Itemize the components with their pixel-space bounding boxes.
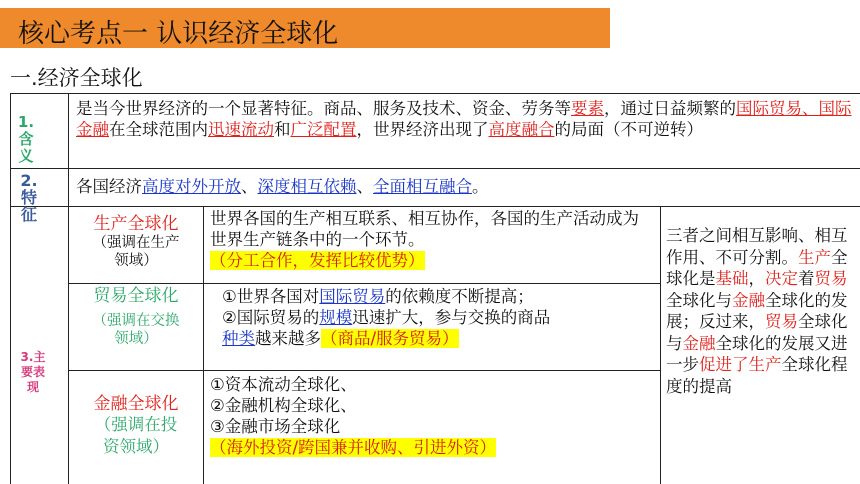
sub-divider-1 bbox=[68, 283, 660, 284]
title-bar bbox=[0, 8, 610, 48]
section-heading: 一.经济全球化 bbox=[10, 66, 143, 90]
features-text: 各国经济高度对外开放、深度相互依赖、全面相互融合。 bbox=[76, 177, 489, 196]
col-divider-right bbox=[660, 206, 661, 484]
finance-text: ①资本流动全球化、 ②金融机构全球化、 ③金融市场全球化 （海外投资/跨国兼并收购、引进外资） bbox=[210, 375, 497, 457]
page-title: 核心考点一 认识经济全球化 bbox=[18, 19, 339, 49]
label-meaning: 1.含义 bbox=[17, 113, 35, 165]
sub-divider-2 bbox=[68, 370, 660, 371]
meaning-text: 是当今世界经济的一个显著特征。商品、服务及技术、资金、劳务等要素，通过日益频繁的国际贸易、国际金融在全球范围内迅速流动和广泛配置，世界经济出现了高度融合的局面（不可逆转） bbox=[76, 99, 852, 139]
row-divider-1 bbox=[10, 168, 860, 169]
trade-header: 贸易全球化 （强调在交换领域） bbox=[92, 286, 180, 347]
trade-text: ①世界各国对国际贸易的依赖度不断提高； ②国际贸易的规模迅速扩大，参与交换的商品 种类越来越多（商品/服务贸易） bbox=[222, 287, 551, 348]
production-header: 生产全球化 （强调在生产领域） bbox=[92, 214, 180, 269]
col-divider-label bbox=[68, 93, 69, 484]
row-divider-2 bbox=[10, 206, 860, 207]
label-features: 2.特征 bbox=[20, 171, 38, 224]
production-text: 世界各国的生产相互联系、相互协作，各国的生产活动成为世界生产链条中的一个环节。 （分工合作，发挥比较优势） bbox=[210, 209, 639, 270]
finance-header: 金融全球化 （强调在投资领域） bbox=[93, 394, 179, 456]
label-manifestations: 3.主要表现 bbox=[20, 350, 46, 394]
col-divider-head bbox=[203, 206, 204, 484]
relationship-text: 三者之间相互影响、相互作用、不可分割。生产全球化是基础，决定着贸易全球化与金融全球化的发展；反过来，贸易全球化与金融全球化的发展又进一步促进了生产全球化程度的提高 bbox=[666, 226, 848, 396]
